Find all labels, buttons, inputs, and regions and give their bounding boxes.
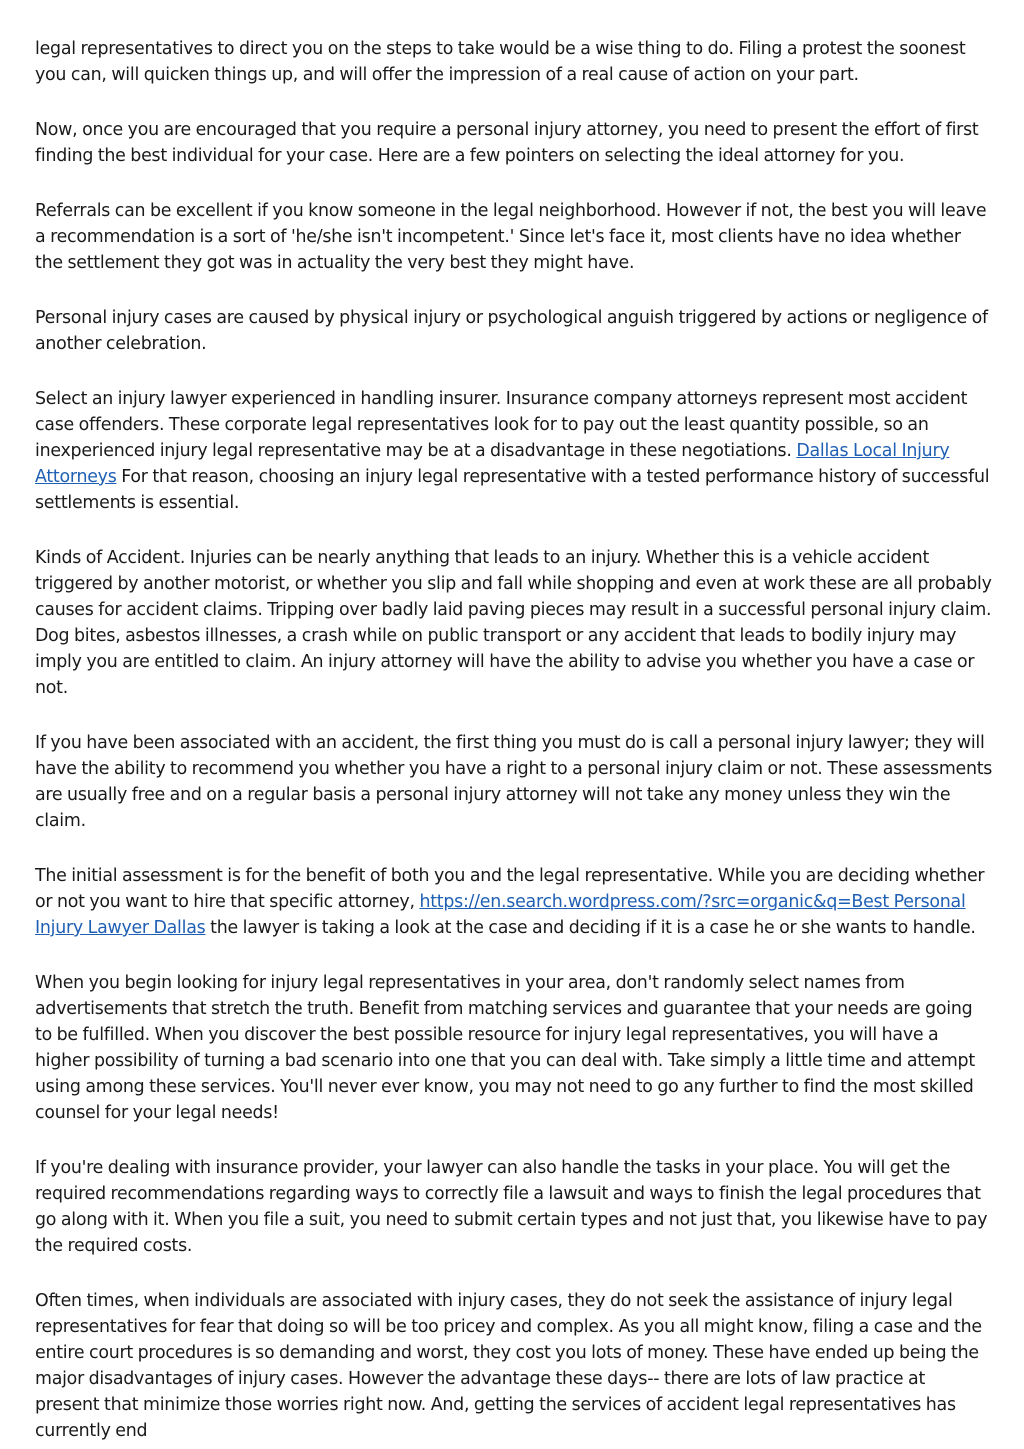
paragraph-6: Kinds of Accident. Injuries can be nearly anything that leads to an injury. Whether this is a vehicle accident triggered by another motorist, or whether you slip and fall while shopping and even at work these are all probably causes for accident claims. Tripping over badly laid paving pieces may result in a successful personal injury claim. Dog bites, asbestos illnesses, a crash while on public transport or any accident that leads to bodily injury may imply you are entitled to claim. An injury attorney will have the ability to advise you whether you have a case or not.	[35, 548, 992, 698]
paragraph-2: Now, once you are encouraged that you require a personal injury attorney, you need to present the effort of first finding the best individual for your case. Here are a few pointers on selecting the ideal attorney for you.	[35, 120, 979, 166]
paragraph-4: Personal injury cases are caused by physical injury or psychological anguish triggered by actions or negligence of another celebration.	[35, 308, 988, 354]
paragraph-5-text-before: Select an injury lawyer experienced in handling insurer. Insurance company attorneys represent most accident case offenders. These corporate legal representatives look for to pay out the least quantity possible, so an inexperienced injury legal representative may be at a disadvantage in these negotiations.	[35, 389, 968, 461]
paragraph-3: Referrals can be excellent if you know someone in the legal neighborhood. However if not, the best you will leave a recommendation is a sort of 'he/she isn't incompetent.' Since let's face it, most clients have no idea whether the settlement they got was in actuality the very best they might have.	[35, 201, 987, 273]
paragraph-8	[35, 863, 993, 941]
paragraph-5	[35, 386, 993, 516]
paragraph-1: legal representatives to direct you on the steps to take would be a wise thing to do. Filing a protest the soonest you can, will quicken things up, and will offer the impression of a real cause of action on your part.	[35, 39, 966, 85]
wordpress-search-link[interactable]: https://en.search.wordpress.com/?src=organic&q=Best Personal Injury Lawyer Dallas	[35, 892, 966, 938]
document-body	[35, 36, 993, 1444]
paragraph-11: Often times, when individuals are associated with injury cases, they do not seek the assistance of injury legal representatives for fear that doing so will be too pricey and complex. As you all might know, filing a case and the entire court procedures is so demanding and worst, they cost you lots of money. These have ended up being the major disadvantages of injury cases. However the advantage these days-- there are lots of law practice at present that minimize those worries right now. And, getting the services of accident legal representatives has currently end	[35, 1291, 982, 1441]
paragraph-7: If you have been associated with an accident, the first thing you must do is call a personal injury lawyer; they will have the ability to recommend you whether you have a right to a personal injury claim or not. These assessments are usually free and on a regular basis a personal injury attorney will not take any money unless they win the claim.	[35, 733, 993, 831]
dallas-local-injury-attorneys-link[interactable]: Dallas Local Injury Attorneys	[35, 441, 950, 487]
paragraph-8-text-before: The initial assessment is for the benefit of both you and the legal representative. While you are deciding whether or not you want to hire that specific attorney,	[35, 866, 985, 912]
paragraph-10: If you're dealing with insurance provider, your lawyer can also handle the tasks in your place. You will get the required recommendations regarding ways to correctly file a lawsuit and ways to finish the legal procedures that go along with it. When you file a suit, you need to submit certain types and not just that, you likewise have to pay the required costs.	[35, 1158, 988, 1256]
paragraph-8-text-after: the lawyer is taking a look at the case and deciding if it is a case he or she wants to handle.	[210, 918, 976, 938]
paragraph-9: When you begin looking for injury legal representatives in your area, don't randomly select names from advertisements that stretch the truth. Benefit from matching services and guarantee that your needs are going to be fulfilled. When you discover the best possible resource for injury legal representatives, you will have a higher possibility of turning a bad scenario into one that you can deal with. Take simply a little time and attempt using among these services. You'll never ever know, you may not need to go any further to find the most skilled counsel for your legal needs!	[35, 973, 975, 1123]
paragraph-5-text-after: For that reason, choosing an injury legal representative with a tested performance history of successful settlements is essential.	[35, 467, 990, 513]
